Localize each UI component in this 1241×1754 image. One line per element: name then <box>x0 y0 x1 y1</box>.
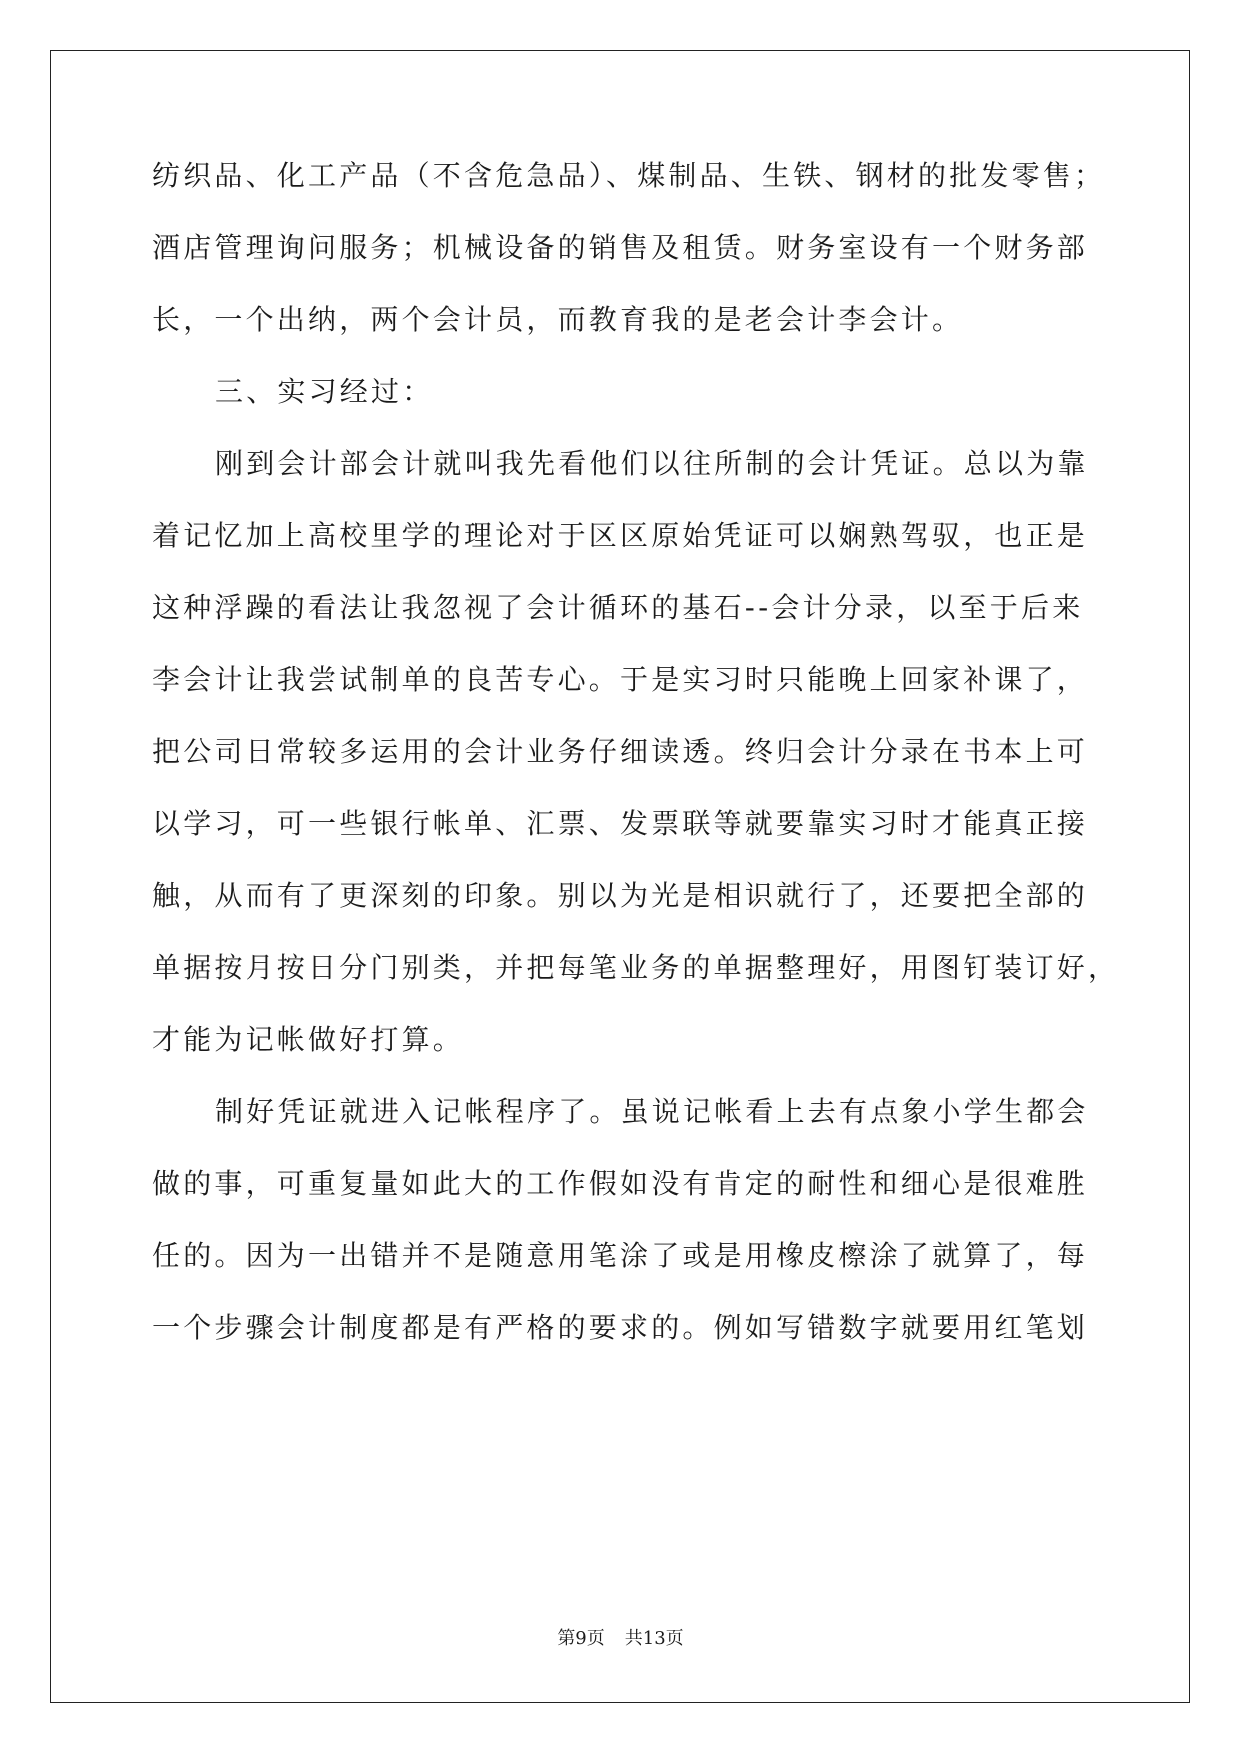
body-line: 单据按月按日分门别类，并把每笔业务的单据整理好，用图钉装订好， <box>152 951 1120 984</box>
section-heading: 三、实习经过： <box>215 375 434 408</box>
body-line: 一个步骤会计制度都是有严格的要求的。例如写错数字就要用红笔划 <box>152 1311 1089 1344</box>
paragraph-first-line: 刚到会计部会计就叫我先看他们以往所制的会计凭证。总以为靠 <box>215 447 1089 480</box>
page-total: 共13页 <box>624 1628 684 1649</box>
body-line: 才能为记帐做好打算。 <box>152 1023 465 1056</box>
body-line: 把公司日常较多运用的会计业务仔细读透。终归会计分录在书本上可 <box>152 735 1089 768</box>
body-line: 以学习，可一些银行帐单、汇票、发票联等就要靠实习时才能真正接 <box>152 807 1089 840</box>
body-line: 这种浮躁的看法让我忽视了会计循环的基石--会计分录，以至于后来 <box>152 591 1084 624</box>
body-line: 长，一个出纳，两个会计员，而教育我的是老会计李会计。 <box>152 303 964 336</box>
body-line: 李会计让我尝试制单的良苦专心。于是实习时只能晚上回家补课了， <box>152 663 1089 696</box>
body-line: 触，从而有了更深刻的印象。别以为光是相识就行了，还要把全部的 <box>152 879 1089 912</box>
page-footer <box>0 1626 1241 1652</box>
paragraph-first-line: 制好凭证就进入记帐程序了。虽说记帐看上去有点象小学生都会 <box>215 1095 1089 1128</box>
body-line: 任的。因为一出错并不是随意用笔涂了或是用橡皮檫涂了就算了，每 <box>152 1239 1089 1272</box>
body-line: 着记忆加上高校里学的理论对于区区原始凭证可以娴熟驾驭，也正是 <box>152 519 1089 552</box>
body-line: 做的事，可重复量如此大的工作假如没有肯定的耐性和细心是很难胜 <box>152 1167 1089 1200</box>
body-line: 酒店管理询问服务；机械设备的销售及租赁。财务室设有一个财务部 <box>152 231 1089 264</box>
body-line: 纺织品、化工产品（不含危急品）、煤制品、生铁、钢材的批发零售； <box>152 159 1106 192</box>
page-number: 第9页 <box>557 1628 605 1649</box>
